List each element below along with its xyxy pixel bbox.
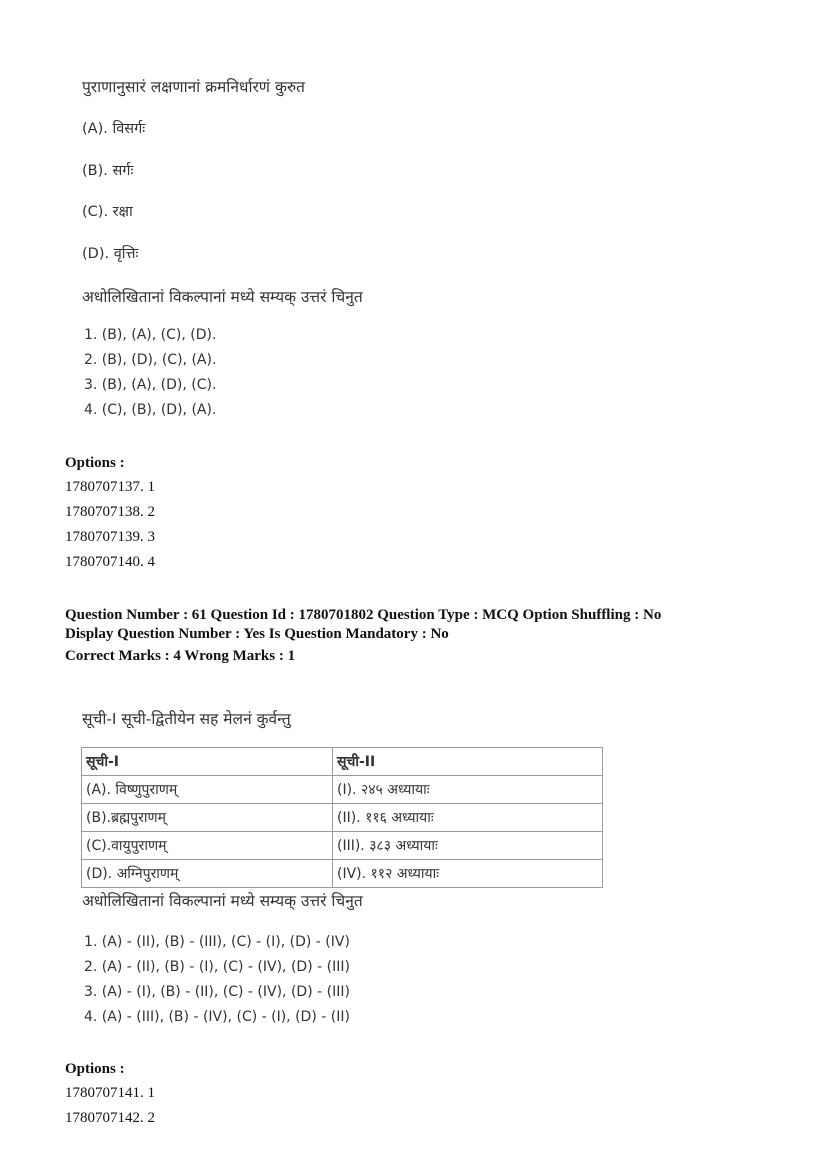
table-header-list1: सूची-I: [82, 748, 333, 776]
q61-choice-4: 4. (A) - (III), (B) - (IV), (C) - (I), (D) - (II): [84, 1009, 350, 1025]
q61-choice-list: [84, 930, 350, 1030]
q60-choice-list: [84, 323, 216, 423]
q60-item-a: (A). विसर्गः: [82, 121, 146, 137]
q60-option-id-4: 1780707140. 4: [65, 554, 155, 570]
q61-stem: सूची-I सूची-द्वितीयेन सह मेलनं कुर्वन्तु: [82, 710, 291, 728]
q60-item-c: (C). रक्षा: [82, 204, 133, 220]
table-row: [82, 776, 603, 804]
q60-item-d: (D). वृत्तिः: [82, 246, 139, 262]
q61-meta-line2: Display Question Number : Yes Is Question Mandatory : No: [65, 626, 449, 642]
q60-options-label: Options :: [65, 455, 125, 471]
table-cell: (II). ११६ अध्यायाः: [333, 804, 603, 832]
q61-instruction: अधोलिखितानां विकल्पानां मध्ये सम्यक् उत्तरं चिनुत: [82, 892, 363, 910]
q61-choice-3: 3. (A) - (I), (B) - (II), (C) - (IV), (D) - (III): [84, 984, 350, 1000]
table-cell: (I). २४५ अध्यायाः: [333, 776, 603, 804]
table-cell: (A). विष्णुपुराणम्: [82, 776, 333, 804]
table-cell: (IV). ११२ अध्यायाः: [333, 860, 603, 888]
q60-stem: पुराणानुसारं लक्षणानां क्रमनिर्धारणं कुरुत: [82, 78, 305, 96]
q60-choice-4: 4. (C), (B), (D), (A).: [84, 402, 217, 418]
table-row: [82, 860, 603, 888]
q60-choice-3: 3. (B), (A), (D), (C).: [84, 377, 217, 393]
q61-option-id-list: [65, 1081, 155, 1131]
q60-item-b: (B). सर्गः: [82, 163, 134, 179]
table-cell: (C).वायुपुराणम्: [82, 832, 333, 860]
q61-meta-line1: Question Number : 61 Question Id : 1780701802 Question Type : MCQ Option Shuffling : No: [65, 607, 662, 623]
q61-choice-1: 1. (A) - (II), (B) - (III), (C) - (I), (D) - (IV): [84, 934, 350, 950]
q61-meta-line3: Correct Marks : 4 Wrong Marks : 1: [65, 648, 296, 664]
q61-option-id-1: 1780707141. 1: [65, 1085, 155, 1101]
table-header-list2: सूची-II: [333, 748, 603, 776]
q61-choice-2: 2. (A) - (II), (B) - (I), (C) - (IV), (D) - (III): [84, 959, 350, 975]
q61-option-id-2: 1780707142. 2: [65, 1110, 155, 1126]
q61-match-table: [81, 747, 603, 888]
q60-instruction: अधोलिखितानां विकल्पानां मध्ये सम्यक् उत्तरं चिनुत: [82, 288, 363, 306]
table-row: [82, 804, 603, 832]
q60-choice-2: 2. (B), (D), (C), (A).: [84, 352, 217, 368]
q60-option-id-3: 1780707139. 3: [65, 529, 155, 545]
q61-options-label: Options :: [65, 1061, 125, 1077]
q60-option-id-1: 1780707137. 1: [65, 479, 155, 495]
table-cell: (III). ३८३ अध्यायाः: [333, 832, 603, 860]
table-header-row: [82, 748, 603, 776]
table-row: [82, 832, 603, 860]
q60-option-id-2: 1780707138. 2: [65, 504, 155, 520]
table-cell: (B).ब्रह्मपुराणम्: [82, 804, 333, 832]
q60-option-id-list: [65, 475, 155, 575]
q60-choice-1: 1. (B), (A), (C), (D).: [84, 327, 217, 343]
table-cell: (D). अग्निपुराणम्: [82, 860, 333, 888]
